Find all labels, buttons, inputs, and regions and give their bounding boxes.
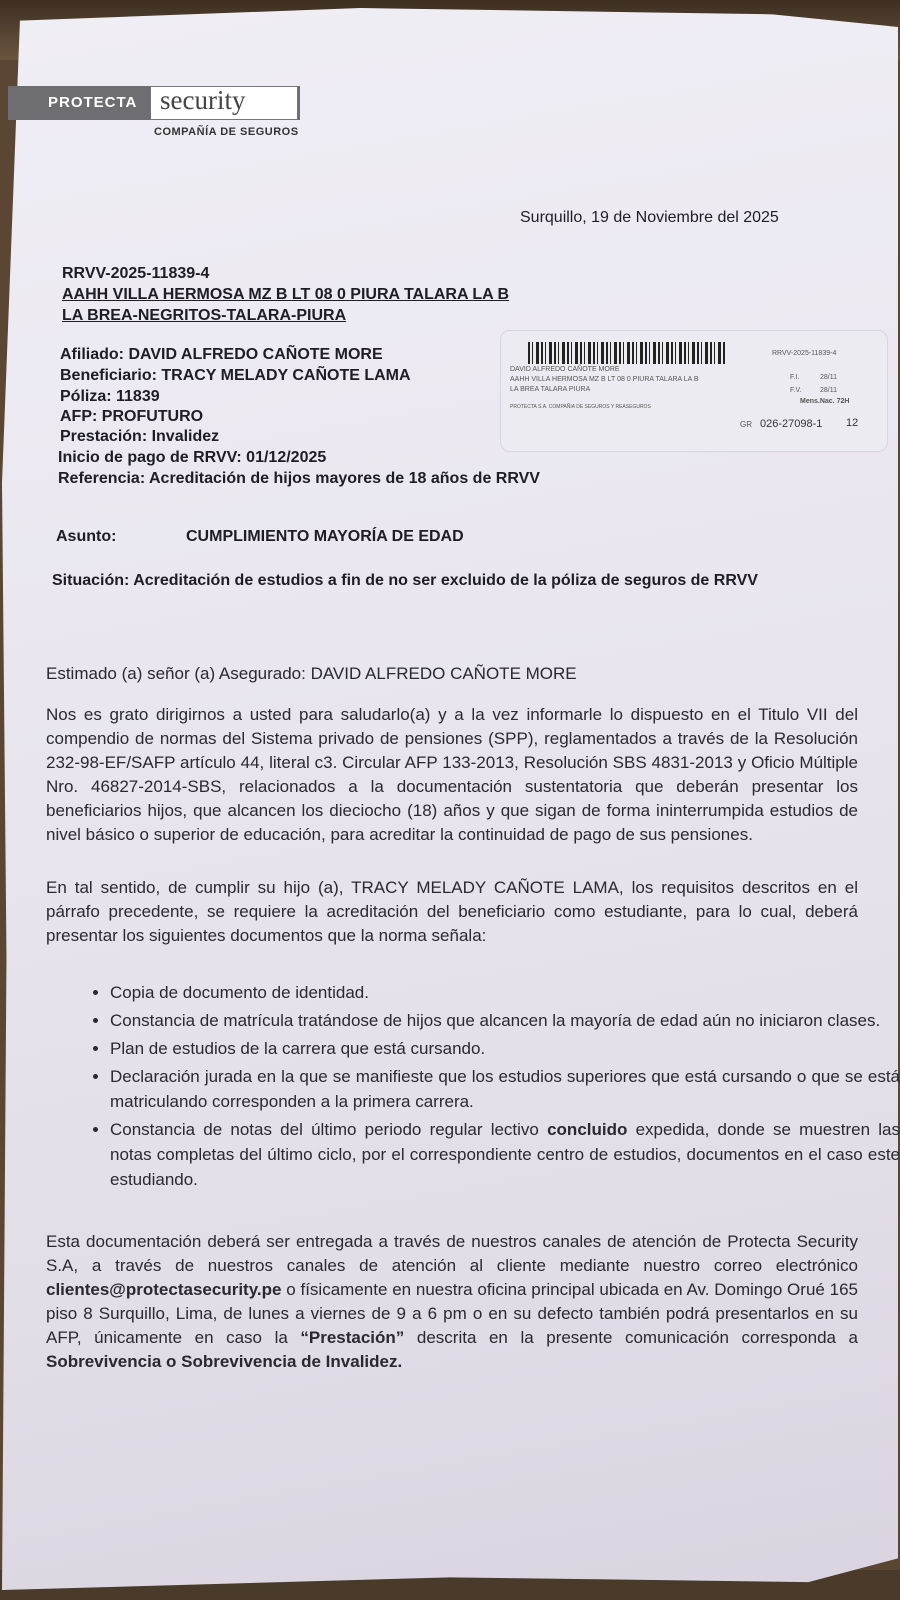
address-line-2: LA BREA-NEGRITOS-TALARA-PIURA xyxy=(62,307,347,324)
bullet5-text-c: expedida, donde se muestren las notas completas del último ciclo, por el correspondiente centro de estudios, documentos en el caso este estudiando. xyxy=(110,1120,900,1189)
address-line-1: AAHH VILLA HERMOSA MZ B LT 08 0 PIURA TALARA LA B xyxy=(62,286,510,303)
field-afp: AFP: PROFUTURO xyxy=(60,408,204,425)
p3-sobrevivencia: Sobrevivencia o Sobrevivencia de Invalidez. xyxy=(46,1352,403,1371)
reference-code: RRVV-2025-11839-4 xyxy=(62,265,210,282)
requirements-list xyxy=(68,980,900,1195)
logo-subtitle: COMPAÑÍA DE SEGUROS xyxy=(154,126,299,138)
p3-text-b: o físicamente en nuestra oficina principal ubicada en Av. Domingo Orué 165 piso 8 Surquillo, Lima, de lunes a viernes de 9 a 6 pm o en su defecto también podrá presentarlos en su AFP, únicamente en caso la xyxy=(46,1280,858,1347)
list-item xyxy=(110,1117,900,1192)
label-fi: F.I. xyxy=(790,374,800,381)
bullet5-bold: concluido xyxy=(547,1120,628,1139)
label-mens: Mens.Nac. 72H xyxy=(800,398,850,405)
p3-prestacion: “Prestación” xyxy=(300,1328,405,1347)
list-item: • Constancia de matrícula tratándose de hijos que alcancen la mayoría de edad aún no iniciaron clases. xyxy=(110,1008,900,1033)
field-poliza: Póliza: 11839 xyxy=(60,388,160,405)
list-item: • Plan de estudios de la carrera que está cursando. xyxy=(110,1036,900,1061)
greeting: Estimado (a) señor (a) Asegurado: DAVID ALFREDO CAÑOTE MORE xyxy=(46,664,577,683)
field-beneficiario: Beneficiario: TRACY MELADY CAÑOTE LAMA xyxy=(60,367,411,384)
label-name: DAVID ALFREDO CAÑOTE MORE xyxy=(510,366,620,373)
paragraph-3 xyxy=(46,1230,858,1374)
label-address-2: LA BREA TALARA PIURA xyxy=(510,386,591,393)
label-fv: F.V. xyxy=(790,387,802,394)
situacion: Situación: Acreditación de estudios a fin de no ser excluido de la póliza de seguros de RRVV xyxy=(52,572,758,589)
label-number: 12 xyxy=(846,417,859,429)
field-inicio-pago: Inicio de pago de RRVV: 01/12/2025 xyxy=(58,449,327,466)
label-fi-value: 28/11 xyxy=(820,374,837,381)
label-address-1: AAHH VILLA HERMOSA MZ B LT 08 0 PIURA TALARA LA B xyxy=(510,376,699,383)
field-afiliado: Afiliado: DAVID ALFREDO CAÑOTE MORE xyxy=(60,346,383,363)
field-referencia: Referencia: Acreditación de hijos mayores de 18 años de RRVV xyxy=(58,470,540,487)
logo-protecta-text: PROTECTA xyxy=(48,94,138,111)
p3-text-a: Esta documentación deberá ser entregada a través de nuestros canales de atención de Protecta Security S.A, a través de nuestros canales de atención al cliente mediante nuestro correo electrónico xyxy=(46,1232,858,1275)
label-code: RRVV-2025-11839-4 xyxy=(772,350,837,357)
label-company: PROTECTA S.A. COMPAÑIA DE SEGUROS Y REASEGUROS xyxy=(510,404,651,410)
email-link[interactable]: clientes@protectasecurity.pe xyxy=(46,1280,282,1299)
p3-text-c: descrita en la presente comunicación corresponda a xyxy=(404,1328,858,1347)
asunto-value: CUMPLIMIENTO MAYORÍA DE EDAD xyxy=(186,528,464,545)
paragraph-2: En tal sentido, de cumplir su hijo (a), TRACY MELADY CAÑOTE LAMA, los requisitos descritos en el párrafo precedente, se requiere la acreditación del beneficiario como estudiante, para lo cual, deberá presentar los siguientes documentos que la norma señala: xyxy=(46,878,858,945)
paragraph-1: Nos es grato dirigirnos a usted para saludarlo(a) y a la vez informarle lo dispuesto en el Titulo VII del compendio de normas del Sistema privado de pensiones (SPP), reglamentados a través de la Resolución 232-98-EF/SAFP artículo 44, literal c3. Circular AFP 133-2013, Resolución SBS 4831-2013 y Oficio Múltiple Nro. 46827-2014-SBS, relacionados a la documentación sustentatoria que deberán presentar los beneficiarios hijos, que alcancen los dieciocho (18) años y que sigan de forma ininterrumpida estudios de nivel básico o superior de educación, para acreditar la continuidad de pago de sus pensiones. xyxy=(46,705,858,844)
bullet5-text-a: Constancia de notas del último periodo regular lectivo xyxy=(110,1120,548,1139)
field-prestacion: Prestación: Invalidez xyxy=(60,428,220,445)
label-gr: GR xyxy=(740,420,752,429)
label-gr-value: 026-27098-1 xyxy=(760,418,823,430)
letter-date: Surquillo, 19 de Noviembre del 2025 xyxy=(520,209,779,226)
list-item: • Copia de documento de identidad. xyxy=(110,980,900,1005)
barcode xyxy=(528,342,726,364)
list-item: • Declaración jurada en la que se manifieste que los estudios superiores que está cursando o que se está matriculando corresponden a la primera carrera. xyxy=(110,1064,900,1114)
logo-security-text: security xyxy=(160,85,246,115)
label-fv-value: 28/11 xyxy=(820,387,837,394)
asunto-label: Asunto: xyxy=(56,528,117,545)
